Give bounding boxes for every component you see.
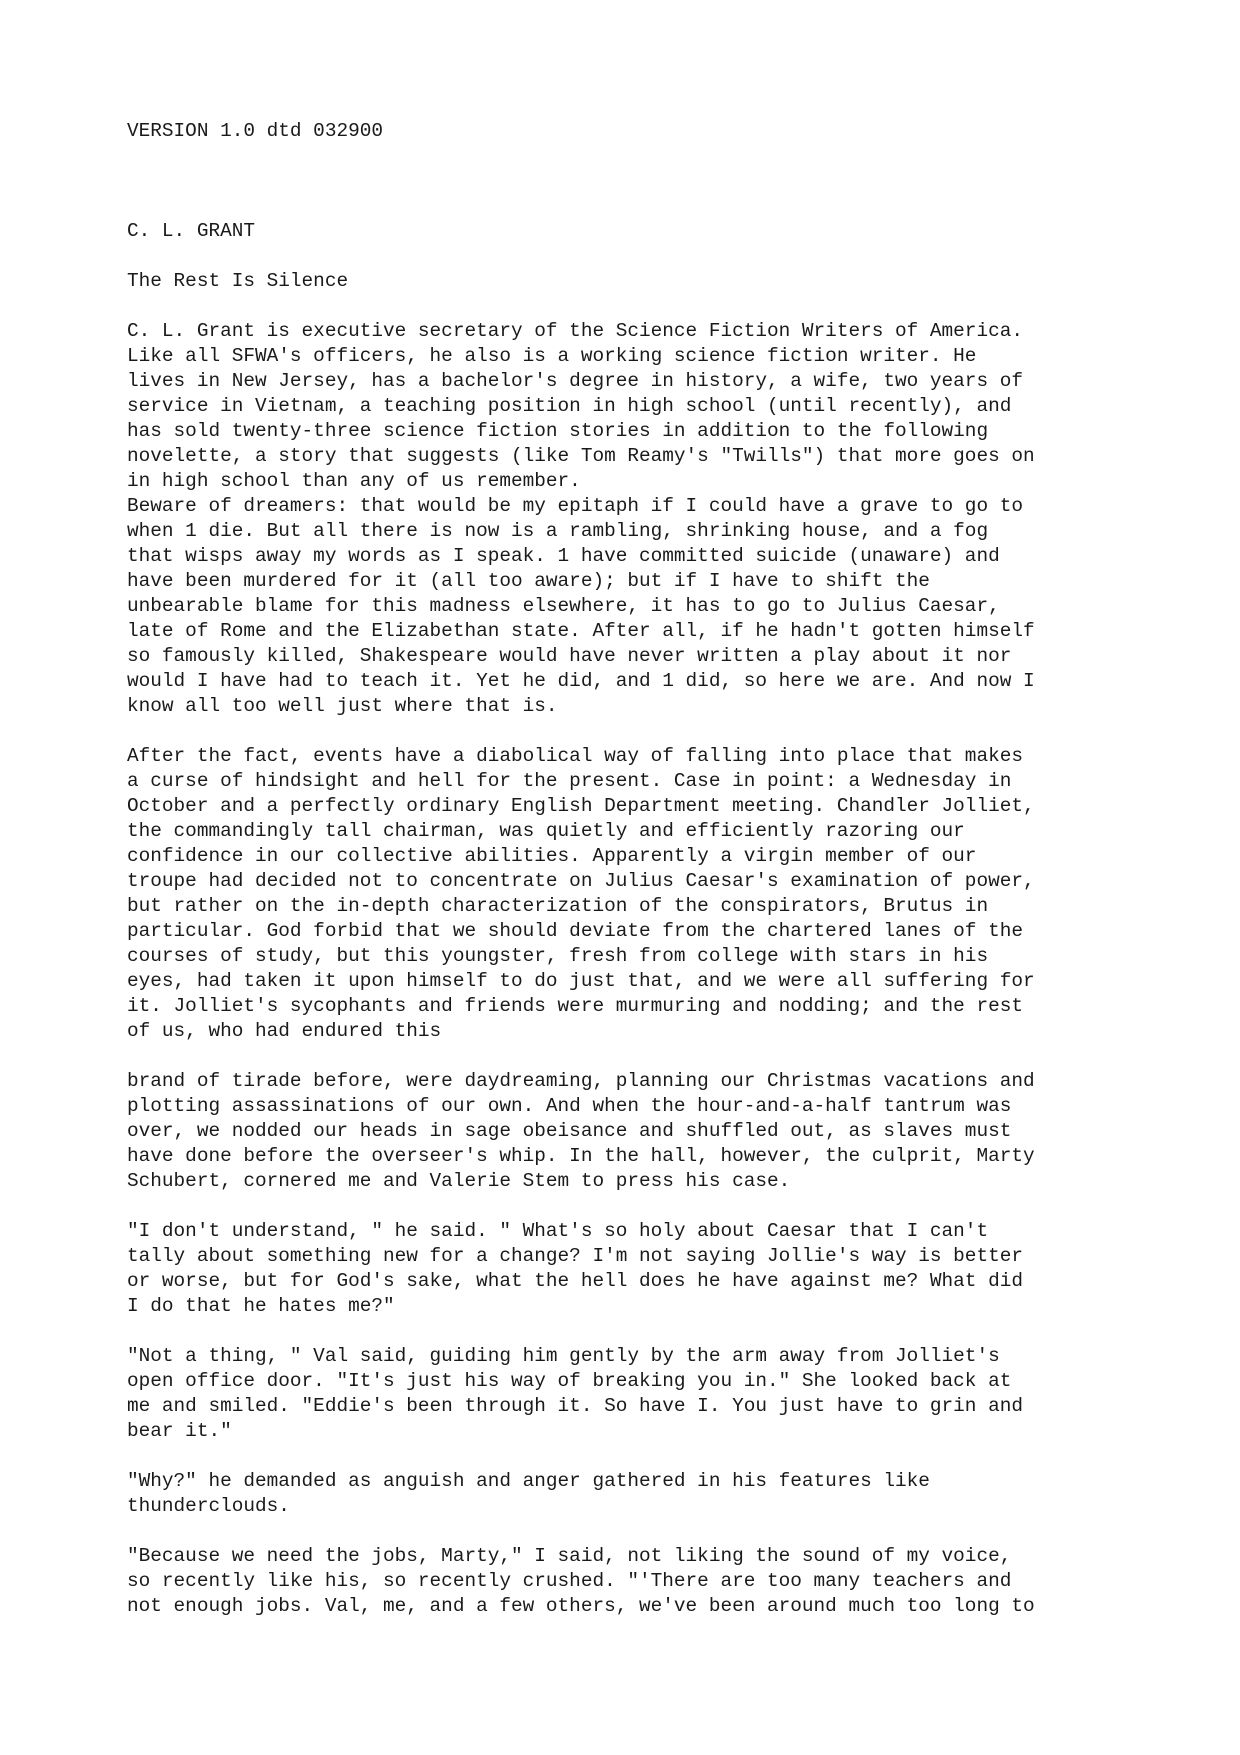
text-line: the commandingly tall chairman, was quietly and efficiently razoring our xyxy=(127,820,965,842)
text-line: know all too well just where that is. xyxy=(127,695,558,717)
text-line: me and smiled. "Eddie's been through it. So have I. You just have to grin and xyxy=(127,1395,1023,1417)
text-line: courses of study, but this youngster, fresh from college with stars in his xyxy=(127,945,989,967)
paragraph-gap xyxy=(127,1444,1035,1469)
text-line: After the fact, events have a diabolical way of falling into place that makes xyxy=(127,745,1023,767)
text-line: it. Jolliet's sycophants and friends were murmuring and nodding; and the rest xyxy=(127,995,1023,1017)
text-line: or worse, but for God's sake, what the hell does he have against me? What did xyxy=(127,1270,1023,1292)
text-line: that wisps away my words as I speak. 1 have committed suicide (unaware) and xyxy=(127,545,1000,567)
text-line: novelette, a story that suggests (like Tom Reamy's "Twills") that more goes on xyxy=(127,445,1035,467)
text-line: thunderclouds. xyxy=(127,1495,290,1517)
text-line: Like all SFWA's officers, he also is a working science fiction writer. He xyxy=(127,345,977,367)
text-line: "I don't understand, " he said. " What's so holy about Caesar that I can't xyxy=(127,1220,989,1242)
text-line: plotting assassinations of our own. And when the hour-and-a-half tantrum was xyxy=(127,1095,1012,1117)
text-line: "Not a thing, " Val said, guiding him gently by the arm away from Jolliet's xyxy=(127,1345,1000,1367)
paragraph-gap xyxy=(127,1044,1035,1069)
text-line: so recently like his, so recently crushed. "'There are too many teachers and xyxy=(127,1570,1012,1592)
author-name: C. L. GRANT xyxy=(127,220,255,242)
paragraph-gap xyxy=(127,1519,1035,1544)
text-line: late of Rome and the Elizabethan state. After all, if he hadn't gotten himself xyxy=(127,620,1035,642)
text-line: so famously killed, Shakespeare would have never written a play about it nor xyxy=(127,645,1012,667)
text-line: confidence in our collective abilities. Apparently a virgin member of our xyxy=(127,845,977,867)
text-line: C. L. Grant is executive secretary of the Science Fiction Writers of America. xyxy=(127,320,1023,342)
text-line: service in Vietnam, a teaching position in high school (until recently), and xyxy=(127,395,1012,417)
text-line: I do that he hates me?" xyxy=(127,1295,395,1317)
text-line: when 1 die. But all there is now is a rambling, shrinking house, and a fog xyxy=(127,520,989,542)
text-line: over, we nodded our heads in sage obeisance and shuffled out, as slaves must xyxy=(127,1120,1012,1142)
version-line: VERSION 1.0 dtd 032900 xyxy=(127,120,383,142)
text-line: eyes, had taken it upon himself to do just that, and we were all suffering for xyxy=(127,970,1035,992)
text-line: troupe had decided not to concentrate on Julius Caesar's examination of power, xyxy=(127,870,1035,892)
story-title: The Rest Is Silence xyxy=(127,270,349,292)
text-line: bear it." xyxy=(127,1420,232,1442)
text-line: "Why?" he demanded as anguish and anger gathered in his features like xyxy=(127,1470,930,1492)
text-line: would I have had to teach it. Yet he did, and 1 did, so here we are. And now I xyxy=(127,670,1035,692)
text-line: of us, who had endured this xyxy=(127,1020,442,1042)
text-line: but rather on the in-depth characterization of the conspirators, Brutus in xyxy=(127,895,989,917)
body-text xyxy=(127,319,1035,1619)
text-line: October and a perfectly ordinary English Department meeting. Chandler Jolliet, xyxy=(127,795,1035,817)
text-line: has sold twenty-three science fiction stories in addition to the following xyxy=(127,420,989,442)
paragraph-gap xyxy=(127,1319,1035,1344)
text-line: Beware of dreamers: that would be my epitaph if I could have a grave to go to xyxy=(127,495,1023,517)
text-line: have done before the overseer's whip. In the hall, however, the culprit, Marty xyxy=(127,1145,1035,1167)
text-line: lives in New Jersey, has a bachelor's degree in history, a wife, two years of xyxy=(127,370,1023,392)
text-line: unbearable blame for this madness elsewhere, it has to go to Julius Caesar, xyxy=(127,595,1000,617)
text-line: Schubert, cornered me and Valerie Stem to press his case. xyxy=(127,1170,791,1192)
text-line: not enough jobs. Val, me, and a few others, we've been around much too long to xyxy=(127,1595,1035,1617)
text-line: brand of tirade before, were daydreaming, planning our Christmas vacations and xyxy=(127,1070,1035,1092)
text-line: particular. God forbid that we should deviate from the chartered lanes of the xyxy=(127,920,1023,942)
text-line: open office door. "It's just his way of breaking you in." She looked back at xyxy=(127,1370,1012,1392)
paragraph-gap xyxy=(127,719,1035,744)
text-line: have been murdered for it (all too aware); but if I have to shift the xyxy=(127,570,930,592)
text-line: a curse of hindsight and hell for the present. Case in point: a Wednesday in xyxy=(127,770,1012,792)
text-line: "Because we need the jobs, Marty," I said, not liking the sound of my voice, xyxy=(127,1545,1012,1567)
text-line: in high school than any of us remember. xyxy=(127,470,581,492)
text-line: tally about something new for a change? I'm not saying Jollie's way is better xyxy=(127,1245,1023,1267)
paragraph-gap xyxy=(127,1194,1035,1219)
